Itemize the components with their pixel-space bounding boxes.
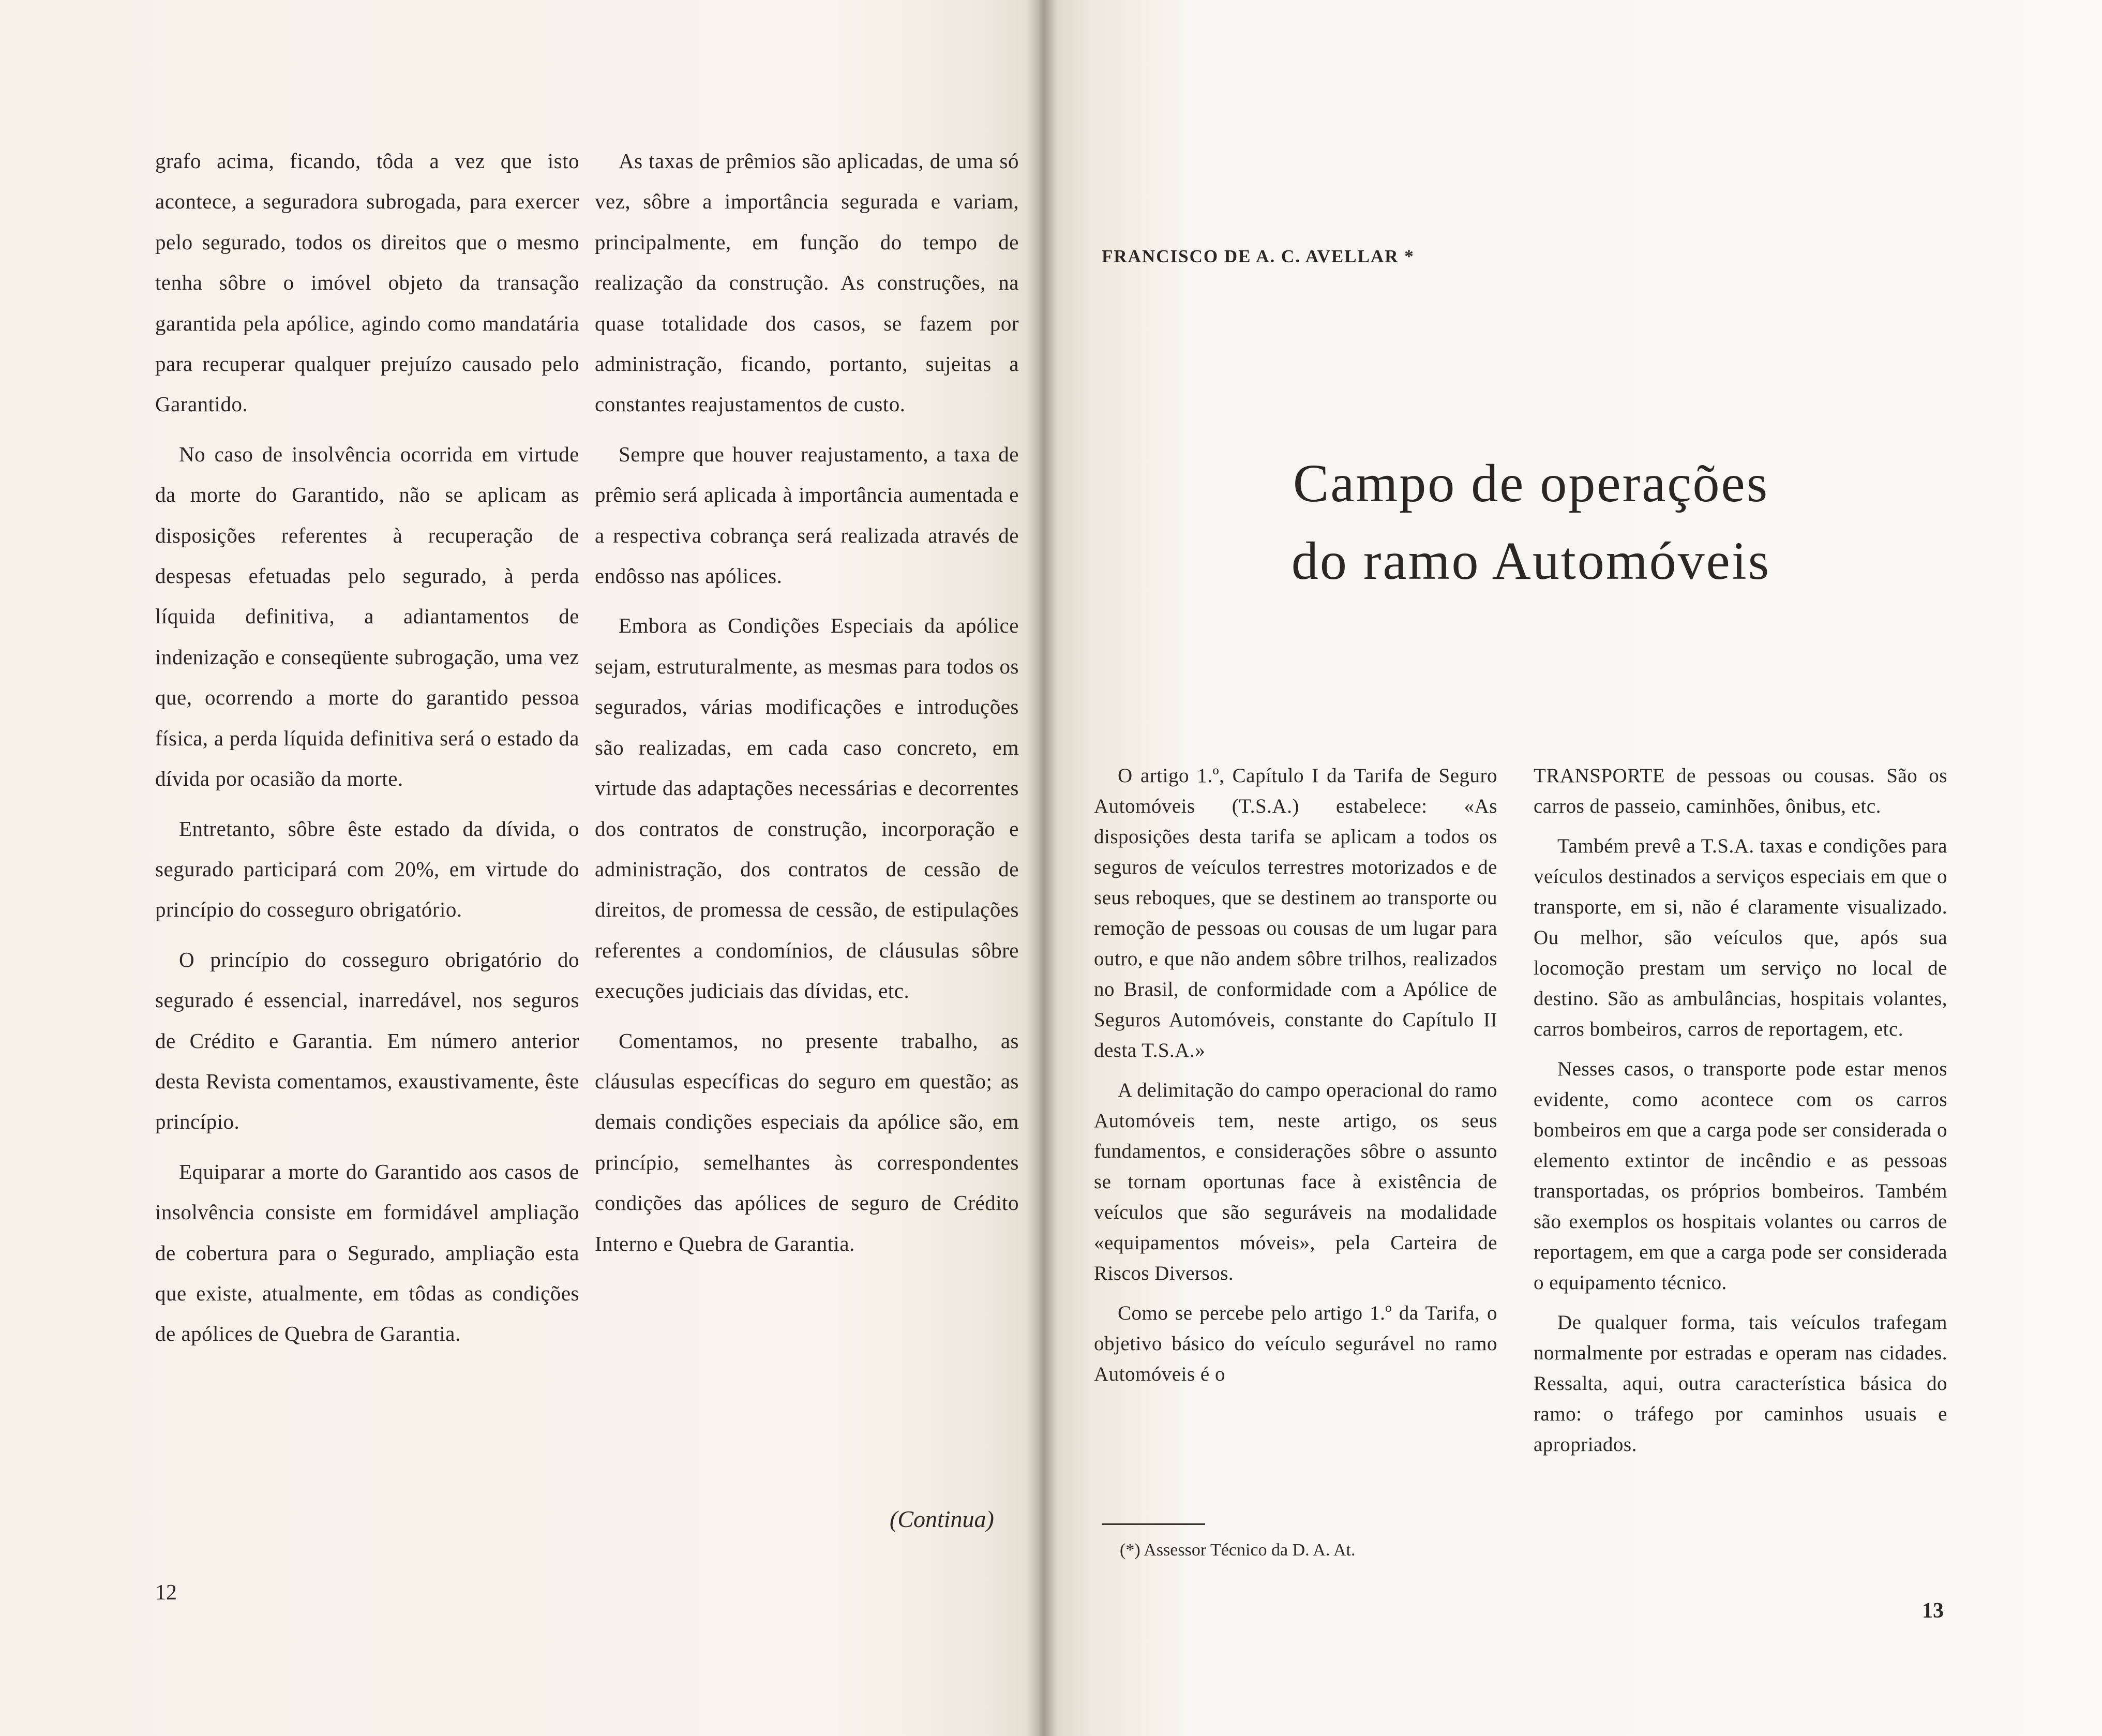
footnote: (*) Assessor Técnico da D. A. At. bbox=[1120, 1540, 1356, 1560]
left-column-1 bbox=[155, 141, 579, 1364]
paragraph: De qualquer forma, tais veículos trafegam normalmente por estradas e operam nas cidades. Ressalta, aqui, outra característica básica do ramo: o tráfego por caminhos usuais e apropriados. bbox=[1534, 1311, 1947, 1456]
paragraph: Como se percebe pelo artigo 1.º da Tarifa, o objetivo básico do veículo segurável no ramo Automóveis é o bbox=[1094, 1302, 1497, 1385]
lead-word: TRANSPORTE bbox=[1534, 765, 1665, 787]
left-column-2 bbox=[595, 141, 1019, 1273]
paragraph bbox=[1534, 760, 1947, 821]
paragraph: grafo acima, ficando, tôda a vez que isto acontece, a seguradora subrogada, para exercer pelo segurado, todos os direitos que o mesmo tenha sôbre o imóvel objeto da transação garantida pela apólice, agindo como mandatária para recuperar qualquer prejuízo causado pelo Garantido. bbox=[155, 149, 579, 416]
paragraph: Equiparar a morte do Garantido aos casos de insolvência consiste em formidável ampliação de cobertura para o Segurado, ampliação esta que existe, atualmente, em tôdas as condições de apólices de Quebra de Garantia. bbox=[155, 1159, 579, 1346]
right-column-2 bbox=[1534, 760, 1947, 1469]
right-column-1 bbox=[1094, 760, 1497, 1399]
paragraph: Também prevê a T.S.A. taxas e condições para veículos destinados a serviços especiais em que o transporte, em si, não é claramente visualizado. Ou melhor, são veículos que, após sua locomoção prestam um serviço no local de destino. São as ambulâncias, hospitais volantes, carros bombeiros, carros de reportagem, etc. bbox=[1534, 835, 1947, 1040]
paragraph: As taxas de prêmios são aplicadas, de uma só vez, sôbre a importância segurada e variam, principalmente, em função do tempo de realização da construção. As construções, na quase totalidade dos casos, se fazem por administração, ficando, portanto, sujeitas a constantes reajustamentos de custo. bbox=[595, 149, 1019, 416]
article-title bbox=[1190, 445, 1872, 600]
article-author: FRANCISCO DE A. C. AVELLAR * bbox=[1102, 246, 1415, 266]
paragraph: O princípio do cosseguro obrigatório do segurado é essencial, inarredável, nos seguros de Crédito e Garantia. Em número anterior desta Revista comentamos, exaustivamente, êste princípio. bbox=[155, 947, 579, 1134]
continued-marker: (Continua) bbox=[890, 1506, 994, 1532]
footnote-divider bbox=[1102, 1523, 1205, 1525]
paragraph: Sempre que houver reajustamento, a taxa de prêmio será aplicada à importância aumentada e a respectiva cobrança será realizada através de endôsso nas apólices. bbox=[595, 442, 1019, 588]
paragraph: Entretanto, sôbre êste estado da dívida, o segurado participará com 20%, em virtude do princípio do cosseguro obrigatório. bbox=[155, 816, 579, 922]
lead-text: de pessoas ou cousas. São os carros de passeio, caminhões, ônibus, etc. bbox=[1534, 765, 1947, 817]
page-number-right: 13 bbox=[1922, 1599, 1944, 1623]
paragraph: No caso de insolvência ocorrida em virtude da morte do Garantido, não se aplicam as disposições referentes à recuperação de despesas efetuadas pelo segurado, à perda líquida definitiva, a adiantamentos de indenização e conseqüente subrogação, uma vez que, ocorrendo a morte do garantido pessoa física, a perda líquida definitiva será o estado da dívida por ocasião da morte. bbox=[155, 442, 579, 791]
paragraph: O artigo 1.º, Capítulo I da Tarifa de Seguro Automóveis (T.S.A.) estabelece: «As disposições desta tarifa se aplicam a todos os seguros de veículos terrestres motorizados e de seus reboques, que se destinem ao transporte ou remoção de pessoas ou cousas de um lugar para outro, e que não andem sôbre trilhos, realizados no Brasil, de conformidade com a Apólice de Seguros Automóveis, constante do Capítulo II desta T.S.A.» bbox=[1094, 765, 1497, 1061]
page-number-left: 12 bbox=[155, 1581, 177, 1605]
paragraph: Nesses casos, o transporte pode estar menos evidente, como acontece com os carros bombeiros em que a carga pode ser considerada o elemento extintor de incêndio e as pessoas transportadas, os próprios bombeiros. Também são exemplos os hospitais volantes ou carros de reportagem, em que a carga pode ser considerada o equipamento técnico. bbox=[1534, 1058, 1947, 1294]
paragraph: Embora as Condições Especiais da apólice sejam, estruturalmente, as mesmas para todos os segurados, várias modificações e introduções são realizadas, em cada caso concreto, em virtude das adaptações necessárias e decorrentes dos contratos de construção, incorporação e administração, dos contratos de cessão de direitos, de promessa de cessão, de estipulações referentes a condomínios, de cláusulas sôbre execuções judiciais das dívidas, etc. bbox=[595, 613, 1019, 1003]
title-line-1: Campo de operações bbox=[1293, 454, 1769, 513]
book-gutter bbox=[1027, 0, 1058, 1736]
paragraph: A delimitação do campo operacional do ramo Automóveis tem, neste artigo, os seus fundamentos, e considerações sôbre o assunto se tornam oportunas face à existência de veículos que são seguráveis na modalidade «equipamentos móveis», pela Carteira de Riscos Diversos. bbox=[1094, 1079, 1497, 1284]
title-line-2: do ramo Automóveis bbox=[1291, 531, 1771, 591]
left-page bbox=[0, 0, 1040, 1736]
paragraph: Comentamos, no presente trabalho, as cláusulas específicas do seguro em questão; as demais condições especiais da apólice são, em princípio, semelhantes às correspondentes condições das apólices de seguro de Crédito Interno e Quebra de Garantia. bbox=[595, 1028, 1019, 1255]
